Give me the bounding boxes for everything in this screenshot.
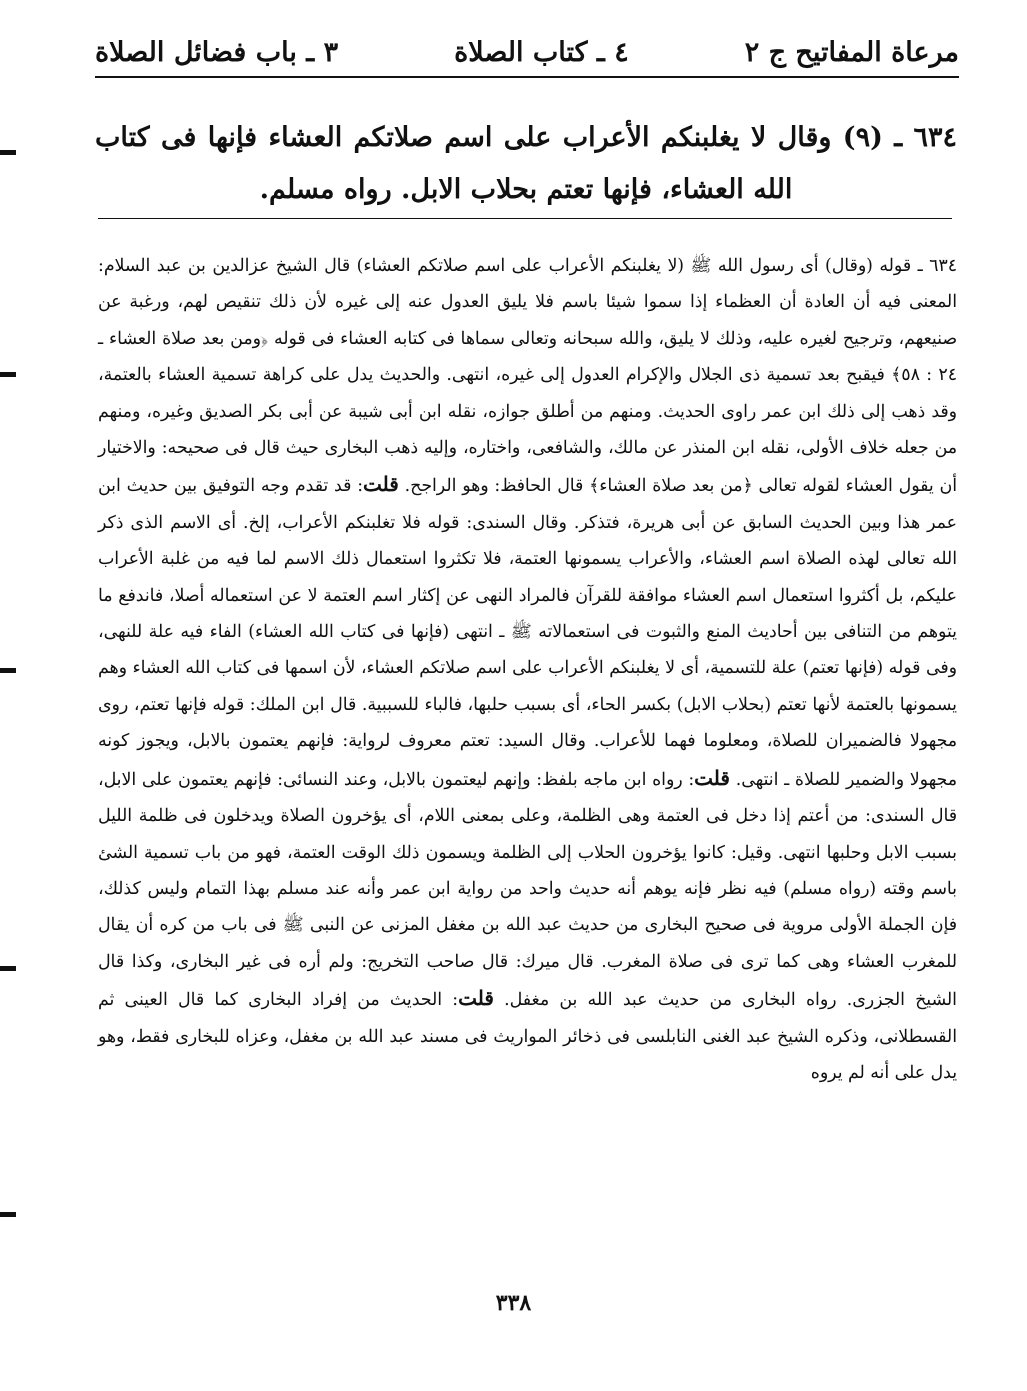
separator-rule (98, 218, 952, 219)
margin-mark (0, 1212, 16, 1217)
commentary-text: ٦٣٤ ـ قوله (وقال) أى رسول الله ﷺ (لا يغلبنكم الأعراب على اسم صلاتكم العشاء) قال الشيخ عزالدين بن عبد السلام: المعنى فيه أن العادة أن العظماء إذا سموا شيئا باسم فلا يليق العدول عنه إلى غيره لأن ذلك تنقيص لهم، ورغبة عن صنيعهم، وترجيح لغيره عليه، وذلك لا يليق، والله سبحانه وتعالى سماها فى كتابه العشاء فى قوله ﴿ومن بعد صلاة العشاء ـ ٢٤ : ٥٨﴾ فيقبح بعد تسمية ذى الجلال والإكرام العدول إلى غيره، انتهى. والحديث يدل على كراهة تسمية العشاء بالعتمة، وقد ذهب إلى ذلك ابن عمر راوى الحديث. ومنهم من أطلق جوازه، نقله ابن أبى شيبة عن أبى بكر الصديق وغيره، ومنهم من جعله خلاف الأولى، نقله ابن المنذر عن مالك، والشافعى، واختاره، وإليه ذهب البخارى حيث قال فى صحيحه: والاختيار أن يقول العشاء لقوله تعالى ﴿من بعد صلاة العشاء﴾ قال الحافظ: وهو الراجح. (98, 256, 957, 497)
margin-mark (0, 668, 16, 673)
hadith-text: ٦٣٤ ـ (٩) وقال لا يغلبنكم الأعراب على اسم صلاتكم العشاء فإنها فى كتاب الله العشاء، فإنها تعتم بحلاب الابل. رواه مسلم. (95, 122, 957, 205)
commentary-text: : الحديث من إفراد البخارى كما قال العينى ثم القسطلانى، وذكره الشيخ عبد الغنى النابلسى فى ذخائر المواريث فى مسند عبد الله بن مغفل، وعزاه للبخارى فقط، وهو يدل على أنه لم يروه (98, 990, 957, 1083)
commentary-block (98, 248, 957, 1091)
header-book-title: مرعاة المفاتيح ج ٢ (744, 36, 959, 68)
margin-mark (0, 372, 16, 377)
header-chapter-title: ٤ ـ كتاب الصلاة (454, 36, 629, 68)
margin-mark (0, 966, 16, 971)
header-section-title: ٣ ـ باب فضائل الصلاة (95, 36, 339, 68)
margin-mark (0, 150, 16, 155)
qult-marker: قلت (363, 472, 399, 497)
page-number: ٣٣٨ (495, 1290, 532, 1316)
qult-marker: قلت (458, 986, 494, 1011)
qult-marker: قلت (694, 765, 730, 790)
running-header (95, 28, 959, 78)
commentary-text: : رواه ابن ماجه بلفظ: وإنهم ليعتمون بالابل، وعند النسائى: فإنهم يعتمون على الابل، قال السندى: من أعتم إذا دخل فى العتمة وهى الظلمة، وعلى بمعنى اللام، أى يؤخرون الصلاة ويدخلون فى ظلمة الليل بسبب الابل وحلبها انتهى. وقيل: كانوا يؤخرون الحلاب إلى الظلمة ويسمون ذلك الوقت العتمة، فهو من باب تسمية الشئ باسم وقته (رواه مسلم) فيه نظر فإنه يوهم أنه حديث واحد من رواية ابن عمر وأنه عند مسلم بهذا التمام وليس كذلك، فإن الجملة الأولى مروية فى صحيح البخارى من حديث عبد الله بن مغفل المزنى عن النبى ﷺ فى باب من كره أن يقال للمغرب العشاء وهى كما ترى فى صلاة المغرب. قال ميرك: قال صاحب التخريج: ولم أره فى غير البخارى، وكذا قال الشيخ الجزرى. رواه البخارى من حديث عبد الله بن مغفل. (98, 769, 957, 1011)
commentary-text: : قد تقدم وجه التوفيق بين حديث ابن عمر هذا وبين الحديث السابق عن أبى هريرة، فتذكر. وقال السندى: قوله فلا تغلبنكم الأعراب، إلخ. أى الاسم الذى ذكر الله تعالى لهذه الصلاة اسم العشاء، والأعراب يسمونها العتمة، فلا تكثروا استعمال ذلك الاسم لما فيه من غلبة الأعراب عليكم، بل أكثروا استعمال اسم العشاء موافقة للقرآن فالمراد النهى عن إكثار اسم العتمة لا عن استعماله أصلا، فاندفع ما يتوهم من التنافى بين أحاديث المنع والثبوت فى استعمالاته ﷺ ـ انتهى (فإنها فى كتاب الله العشاء) الفاء فيه علة للنهى، وفى قوله (فإنها تعتم) علة للتسمية، أى لا يغلبنكم الأعراب على اسم صلاتكم العشاء، لأن اسمها فى كتاب الله العشاء وهم يسمونها بالعتمة لأنها تعتم (بحلاب الابل) بكسر الحاء، أى بسبب حلبها، فالباء للسببية. قال ابن الملك: قوله فإنها تعتم، روى مجهولا فالضميران للصلاة، ومعلوما فهما للأعراب. وقال السيد: تعتم معروف لرواية: فإنهم يعتمون بالابل، ويجوز كونه مجهولا والضمير للصلاة ـ انتهى. (98, 476, 957, 790)
commentary-paragraph (98, 248, 957, 1091)
